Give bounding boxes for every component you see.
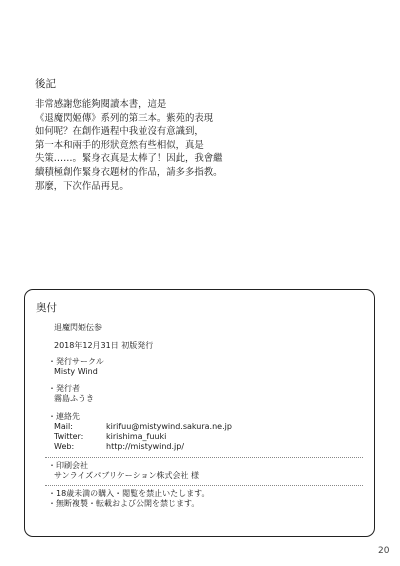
afterword-line: 那麼，下次作品再見。 <box>35 180 129 192</box>
colophon-title: 奥付 <box>36 302 57 314</box>
notice-age: ・18歳未満の購入・閲覧を禁止いたします。 <box>48 489 210 498</box>
book-title: 退魔閃姫伝参 <box>54 323 102 332</box>
afterword-line: 非常感謝您能夠閱讀本書，這是 <box>35 99 167 110</box>
afterword-line: 《退魔閃姬傳》系列的第三本。紫苑的表現 <box>35 112 214 124</box>
contact-row-mail <box>48 422 232 432</box>
afterword-line: 第一本和兩手的形狀竟然有些相似，真是 <box>35 139 204 151</box>
mail-key: Mail: <box>54 422 73 431</box>
web-key: Web: <box>54 442 75 451</box>
twitter-value: kirishima_fuuki <box>106 432 167 441</box>
page-number: 20 <box>378 546 390 556</box>
web-value: http://mistywind.jp/ <box>106 442 185 451</box>
publisher-name: 霧島ふうき <box>54 394 94 403</box>
divider <box>45 457 363 458</box>
printer-name: サンライズパブリケーション株式会社 様 <box>54 471 200 480</box>
notices-section <box>48 489 210 509</box>
circle-section <box>48 357 104 377</box>
twitter-key: Twitter: <box>54 432 84 441</box>
mail-value: kirifuu@mistywind.sakura.ne.jp <box>106 422 232 431</box>
divider <box>45 485 363 486</box>
notice-copyright: ・無断複製・転載および公開を禁じます。 <box>48 499 200 508</box>
contact-row-twitter <box>48 432 232 442</box>
publisher-label: ・発行者 <box>48 384 80 393</box>
afterword <box>35 78 335 193</box>
afterword-line: 失策……。緊身衣真是太棒了！因此，我會繼 <box>35 153 223 165</box>
publication-date: 2018年12月31日 初版発行 <box>54 341 154 350</box>
afterword-line: 如何呢？在創作過程中我並沒有意識到， <box>35 126 204 138</box>
printer-label: ・印刷会社 <box>48 461 88 470</box>
contact-section <box>48 412 232 452</box>
afterword-line: 續積極創作緊身衣題材的作品，請多多指教。 <box>35 166 223 178</box>
circle-name: Misty Wind <box>54 367 98 376</box>
colophon-box <box>24 289 375 537</box>
afterword-heading: 後記 <box>35 78 56 90</box>
contact-label: ・連絡先 <box>48 412 80 421</box>
publisher-section <box>48 384 94 404</box>
printer-section <box>48 461 199 481</box>
contact-row-web <box>48 442 232 452</box>
circle-label: ・発行サークル <box>48 357 104 366</box>
